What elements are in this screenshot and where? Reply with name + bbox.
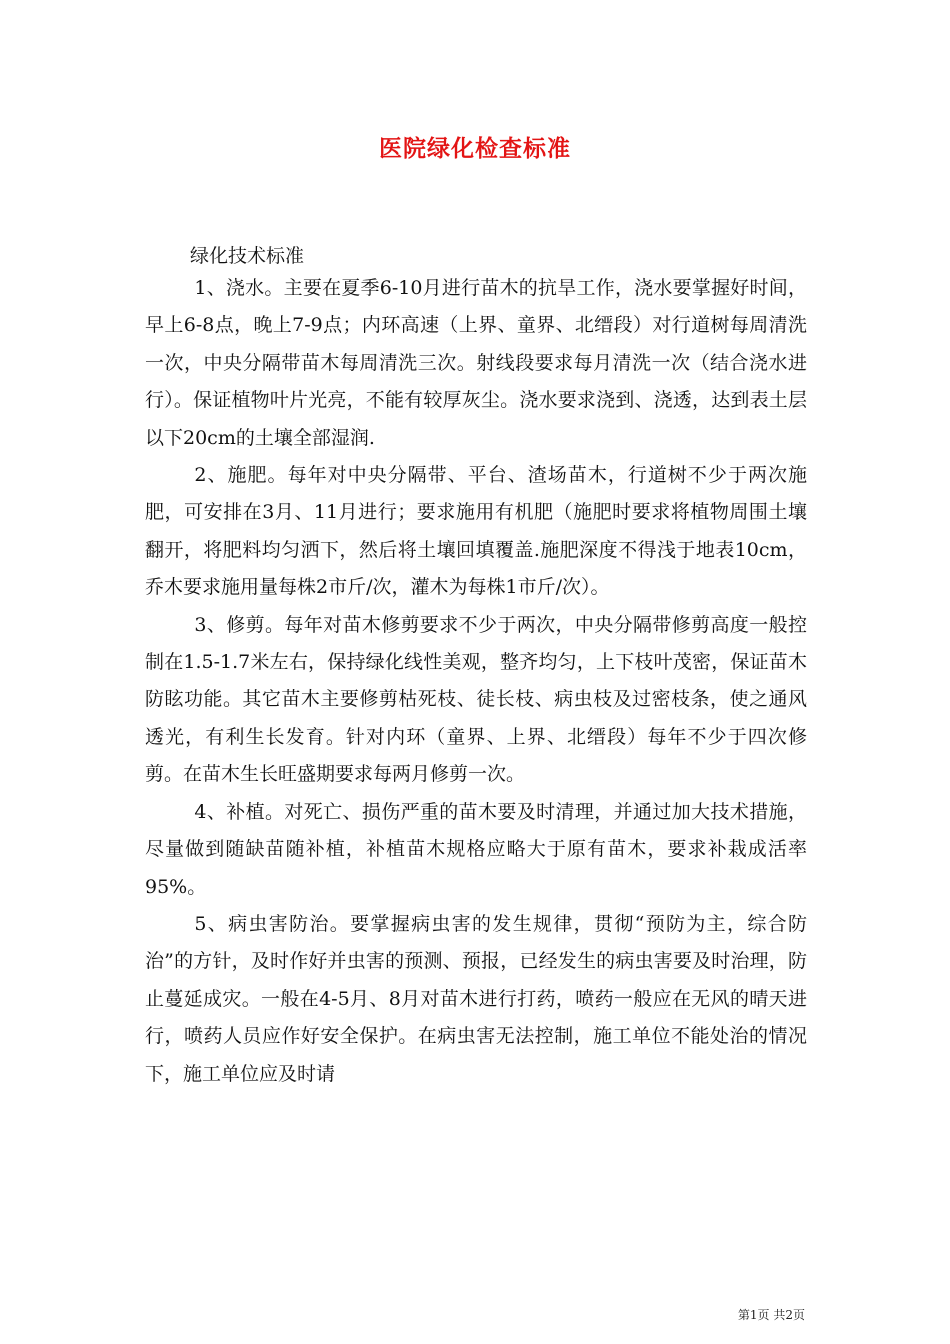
paragraph-watering: 1、浇水。主要在夏季6-10月进行苗木的抗旱工作，浇水要掌握好时间，早上6-8点，晚上7-9点；内环高速（上界、童界、北缙段）对行道树每周清洗一次，中央分隔带苗木每周清洗三次。射线段要求每月清洗一次（结合浇水进行）。保证植物叶片光亮，不能有较厚灰尘。浇水要求浇到、浇透，达到表土层以下20cm的土壤全部湿润. <box>145 277 807 449</box>
document-title: 医院绿化检查标准 <box>379 135 571 162</box>
section-heading: 绿化技术标准 <box>190 245 305 267</box>
paragraph-fertilizing: 2、施肥。每年对中央分隔带、平台、渣场苗木，行道树不少于两次施肥，可安排在3月、11月进行；要求施用有机肥（施肥时要求将植物周围土壤翻开，将肥料均匀洒下，然后将土壤回填覆盖.施肥深度不得浅于地表10cm，乔木要求施用量每株2市斤/次，灌木为每株1市斤/次）。 <box>145 464 807 599</box>
paragraph-pest-control: 5、病虫害防治。要掌握病虫害的发生规律，贯彻“预防为主，综合防治”的方针，及时作好并虫害的预测、预报，已经发生的病虫害要及时治理，防止蔓延成灾。一般在4-5月、8月对苗木进行打药，喷药一般应在无风的晴天进行，喷药人员应作好安全保护。在病虫害无法控制，施工单位不能处治的情况下，施工单位应及时请 <box>145 912 807 1085</box>
page-number-footer: 第1页 共2页 <box>737 1308 805 1322</box>
paragraph-replanting: 4、补植。对死亡、损伤严重的苗木要及时清理，并通过加大技术措施，尽量做到随缺苗随补植，补植苗木规格应略大于原有苗木，要求补栽成活率95%。 <box>145 800 807 898</box>
document-body <box>145 270 807 1093</box>
paragraph-pruning: 3、修剪。每年对苗木修剪要求不少于两次，中央分隔带修剪高度一般控制在1.5-1.7米左右，保持绿化线性美观，整齐均匀，上下枝叶茂密，保证苗木防眩功能。其它苗木主要修剪枯死枝、徒长枝、病虫枝及过密枝条，使之通风透光，有利生长发育。针对内环（童界、上界、北缙段）每年不少于四次修剪。在苗木生长旺盛期要求每两月修剪一次。 <box>145 613 807 786</box>
